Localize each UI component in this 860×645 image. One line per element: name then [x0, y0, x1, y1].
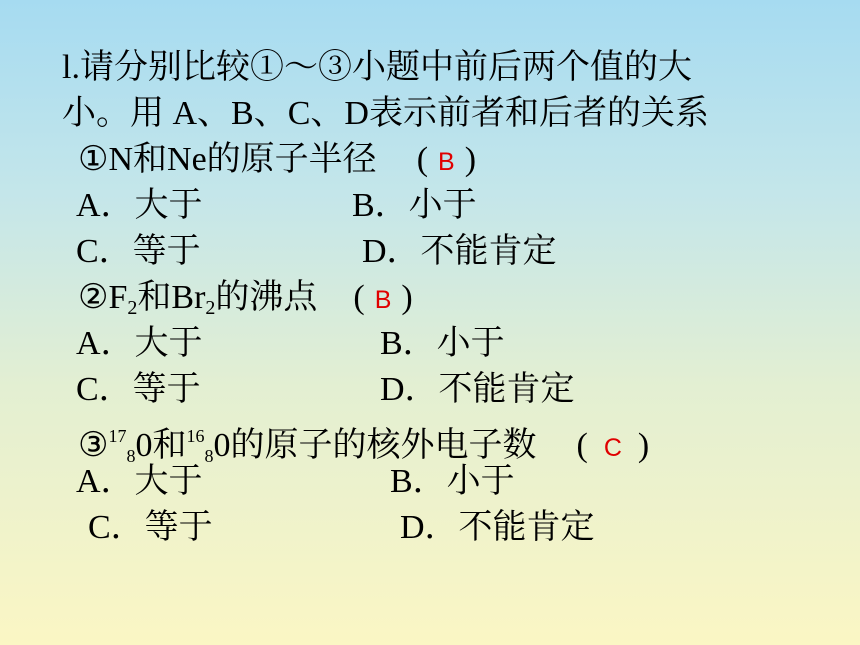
q1-stem-line: [78, 140, 476, 182]
q3-option-b: B．小于: [390, 463, 515, 500]
question-line-2: 小。用 A、B、C、D表示前者和后者的关系: [62, 95, 709, 132]
q2-option-a: A．大于: [76, 325, 203, 362]
q1-option-d: D．不能肯定: [362, 233, 557, 270]
q1-option-c: C．等于: [76, 233, 201, 270]
q1-option-a: A．大于: [76, 187, 203, 224]
q2-option-c: C．等于: [76, 371, 201, 408]
q2-option-b: B．小于: [380, 325, 505, 362]
q3-answer: C: [603, 434, 622, 462]
q2-paren-open: (: [353, 279, 365, 316]
question-line-1: l.请分别比较①～③小题中前后两个值的大: [62, 49, 692, 86]
q3-paren-open: (: [576, 427, 588, 464]
q3-option-c: C．等于: [88, 509, 213, 546]
q2-stem: $②F_2$和$Br_2$的沸点: [78, 279, 318, 319]
q1-paren-open: (: [416, 141, 429, 178]
q3-option-a: A．大于: [76, 463, 203, 500]
q1-stem: ①N和Ne的原子半径: [78, 141, 377, 178]
q2-answer: B: [374, 286, 392, 314]
q3-paren-close: ): [637, 427, 650, 464]
q2-stem-line: [78, 278, 413, 328]
q1-paren-close: ): [464, 141, 477, 178]
q2-option-d: D．不能肯定: [380, 371, 575, 408]
q1-answer: B: [438, 148, 455, 176]
q1-option-b: B．小于: [352, 187, 477, 224]
q2-paren-close: ): [401, 279, 413, 316]
q3-stem: ③$^{17}$80和$^{16}$80的原子的核外电子数: [78, 426, 537, 466]
q3-option-d: D．不能肯定: [400, 509, 595, 546]
